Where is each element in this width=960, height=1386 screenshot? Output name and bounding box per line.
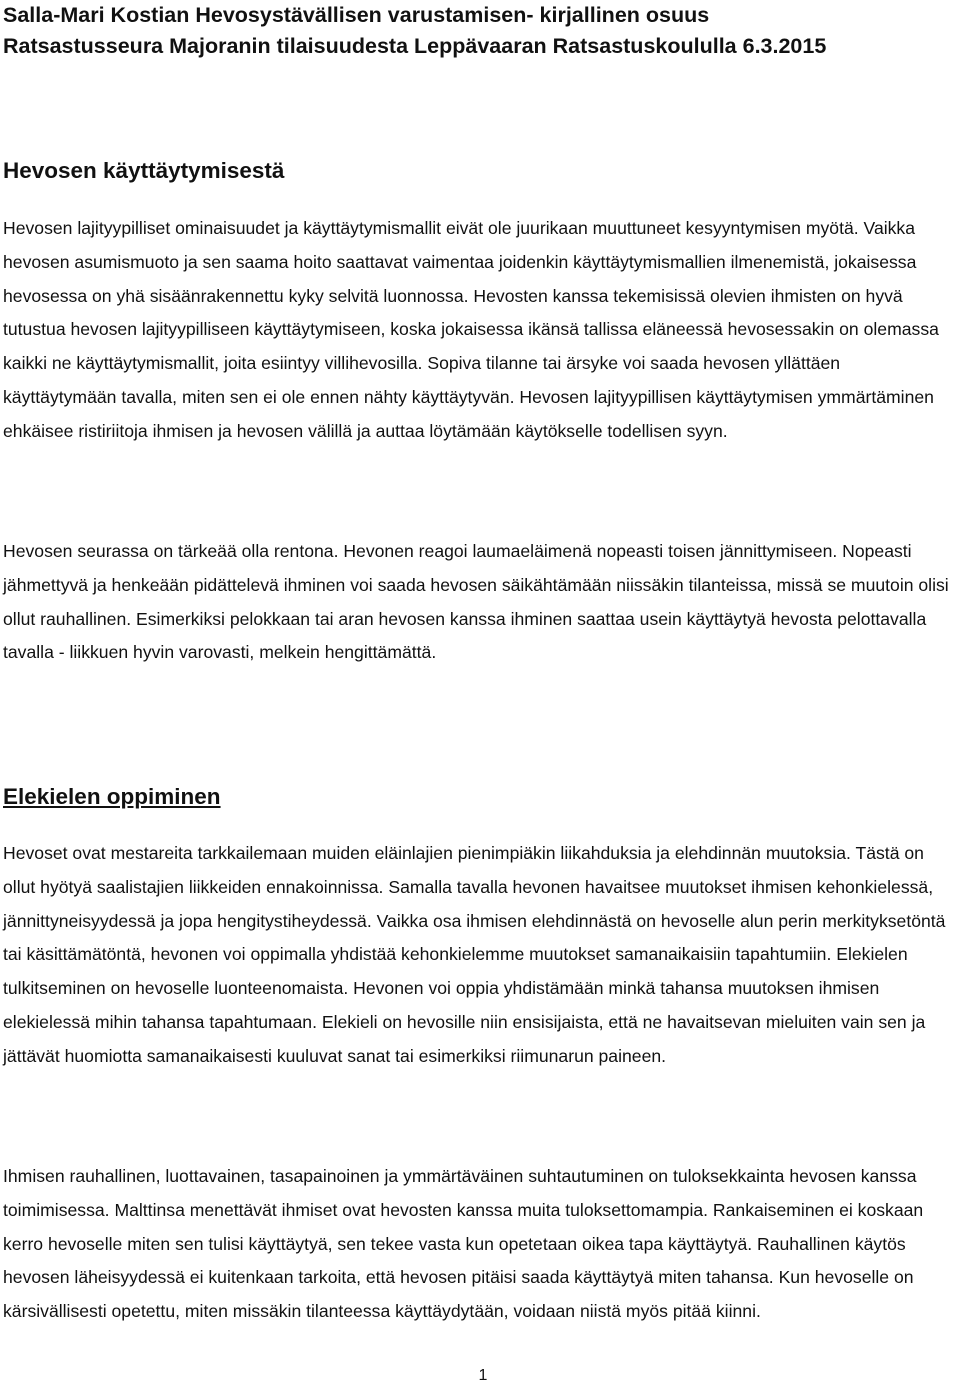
section-heading-behaviour: Hevosen käyttäytymisestä bbox=[3, 158, 285, 183]
document-title-line-2: Ratsastusseura Majoranin tilaisuudesta Leppävaaran Ratsastuskoululla 6.3.2015 bbox=[3, 34, 827, 58]
document-title bbox=[3, 0, 826, 62]
paragraph-body-language-1: Hevoset ovat mestareita tarkkailemaan muiden eläinlajien pienimpiäkin liikahduksia ja elehdinnän muutoksia. Tästä on ollut hyötyä saalistajien liikkeiden ennakoinnissa. Samalla tavalla hevonen havaitsee muutokset ihmisen kehonkielessä, jännittyneisyydessä ja jopa hengitystiheydessä. Vaikka osa ihmisen elehdinnästä on hevoselle alun perin merkityksetöntä tai käsittämätöntä, hevonen voi oppimalla yhdistää kehonkielemme muutokset samanaikaisiin tapahtumiin. Elekielen tulkitseminen on hevoselle luonteenomaista. Hevonen voi oppia yhdistämään minkä tahansa muutoksen ihmisen elekielessä mihin tahansa tapahtumaan. Elekieli on hevosille niin ensisijaista, että ne havaitsevan mieluiten vain sen ja jättävät huomiotta samanaikaisesti kuuluvat sanat tai esimerkiksi riimunarun paineen. bbox=[3, 843, 946, 1066]
paragraph-body-language-2: Ihmisen rauhallinen, luottavainen, tasapainoinen ja ymmärtäväinen suhtautuminen on tuloksekkainta hevosen kanssa toimimisessa. Malttinsa menettävät ihmiset ovat hevosten kanssa muita tuloksettomampia. Rankaiseminen ei koskaan kerro hevoselle miten sen tulisi käyttäytyä, sen tekee vasta kun opetetaan oikea tapa käyttäytyä. Rauhallinen käytös hevosen läheisyydessä ei kuitenkaan tarkoita, että hevosen pitäisi saada käyttäytyä miten tahansa. Kun hevoselle on kärsivällisesti opetettu, miten missäkin tilanteessa käyttäydytään, voidaan niistä myös pitää kiinni. bbox=[3, 1166, 924, 1322]
page-number: 1 bbox=[478, 1367, 488, 1384]
paragraph-behaviour-2: Hevosen seurassa on tärkeää olla rentona. Hevonen reagoi laumaeläimenä nopeasti toisen jännittymiseen. Nopeasti jähmettyvä ja henkeään pidättelevä ihminen voi saada hevosen säikähtämään niissäkin tilanteissa, missä se muutoin olisi ollut rauhallinen. Esimerkiksi pelokkaan tai aran hevosen kanssa ihminen saattaa usein käyttäytyä hevosta pelottavalla tavalla - liikkuen hyvin varovasti, melkein hengittämättä. bbox=[3, 541, 949, 663]
section-heading-body-language: Elekielen oppiminen bbox=[3, 784, 221, 809]
paragraph-behaviour-1: Hevosen lajityypilliset ominaisuudet ja käyttäytymismallit eivät ole juurikaan muuttuneet kesyyntymisen myötä. Vaikka hevosen asumismuoto ja sen saama hoito saattavat vaimentaa joidenkin käyttäytymismallien ilmenemistä, jokaisessa hevosessa on yhä sisäänrakennettu kyky selvitä luonnossa. Hevosten kanssa tekemisissä olevien ihmisten on hyvä tutustua hevosen lajityypilliseen käyttäytymiseen, koska jokaisessa ikänsä tallissa eläneessä hevosessakin on olemassa kaikki ne käyttäytymismallit, joita esiintyy villihevosilla. Sopiva tilanne tai ärsyke voi saada hevosen yllättäen käyttäytymään tavalla, miten sen ei ole ennen nähty käyttäytyvän. Hevosen lajityypillisen käyttäytymisen ymmärtäminen ehkäisee ristiriitoja ihmisen ja hevosen välillä ja auttaa löytämään käytökselle todellisen syyn. bbox=[3, 218, 939, 441]
document-title-line-1: Salla-Mari Kostian Hevosystävällisen varustamisen- kirjallinen osuus bbox=[3, 3, 710, 27]
